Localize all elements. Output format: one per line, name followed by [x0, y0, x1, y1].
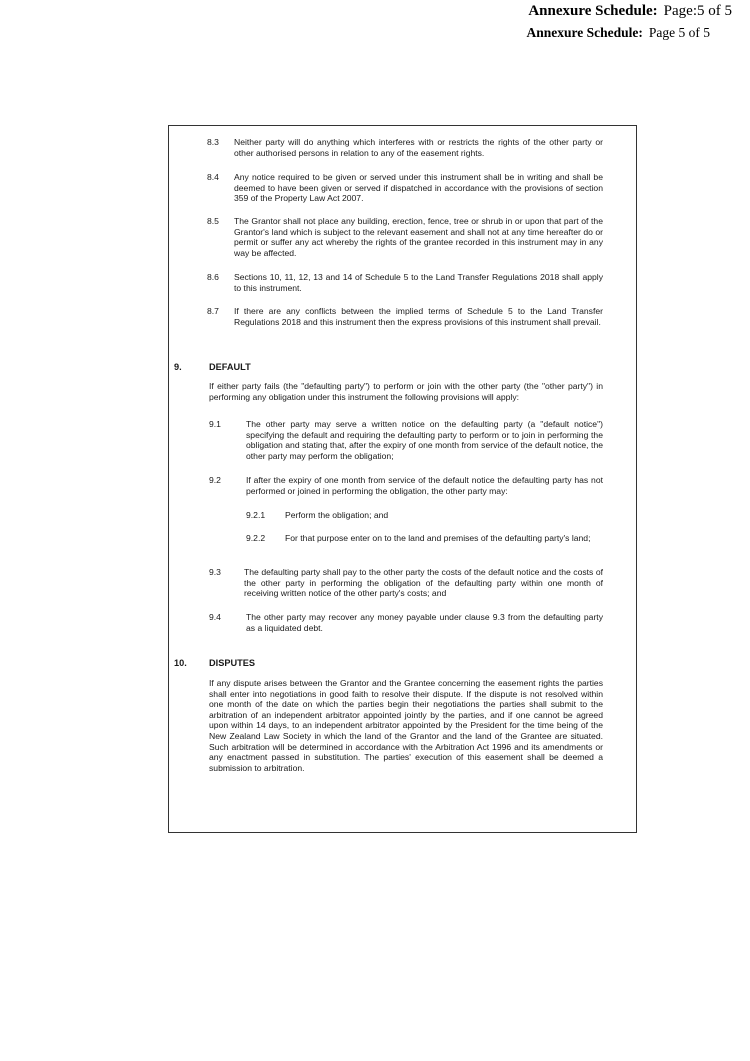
- annexure-schedule-label-secondary: Annexure Schedule:: [526, 25, 643, 40]
- clause-number: 8.7: [207, 306, 219, 316]
- subclause-number: 9.2.1: [246, 510, 266, 520]
- clause-text: If there are any conflicts between the implied terms of Schedule 5 to the Land Transfer Regulations 2018 and this instrument then the express provisions of this instrument shall prevail.: [234, 306, 603, 327]
- section-intro: If either party fails (the "defaulting party") to perform or join with the other party (the "other party") in performing any obligation under this instrument the following provisions will apply:: [209, 381, 603, 402]
- clause-text: The other party may recover any money payable under clause 9.3 from the defaulting party as a liquidated debt.: [246, 612, 603, 633]
- page-header-primary: [528, 3, 732, 20]
- clause-number: 8.5: [207, 216, 219, 226]
- clause-text: Any notice required to be given or served under this instrument shall be in writing and shall be deemed to have been given or served if dispatched in accordance with the provisions of section 359 of the Property Law Act 2007.: [234, 172, 603, 204]
- clause-text: If after the expiry of one month from service of the default notice the defaulting party has not performed or joined in performing the obligation, the other party may:: [246, 475, 603, 496]
- clause-text: The Grantor shall not place any building, erection, fence, tree or shrub in or upon that part of the Grantor's land which is subject to the relevant easement and shall not at any time hereafter do or permit or suffer any act whereby the rights of the grantee recorded in this instrument may in any way be affected.: [234, 216, 603, 258]
- annexure-schedule-label: Annexure Schedule:: [528, 3, 658, 19]
- subclause-text: For that purpose enter on to the land and premises of the defaulting party's land;: [285, 533, 591, 543]
- subclause-number: 9.2.2: [246, 533, 266, 543]
- page-indicator: Page:5 of 5: [663, 3, 732, 19]
- subclause-text: Perform the obligation; and: [285, 510, 389, 520]
- page-header-secondary: [526, 25, 710, 41]
- clause-number: 8.6: [207, 272, 219, 282]
- clause-text: Sections 10, 11, 12, 13 and 14 of Schedule 5 to the Land Transfer Regulations 2018 shall apply to this instrument.: [234, 272, 603, 293]
- section-number: 9.: [174, 362, 182, 372]
- clause-text: The other party may serve a written notice on the defaulting party (a "default notice") specifying the default and requiring the defaulting party to perform or to join in performing the obligation and stating that, after the expiry of one month from service of the default notice, the other party may perform the obligation;: [246, 419, 603, 461]
- clause-number: 9.2: [209, 475, 221, 485]
- clause-number: 8.3: [207, 137, 219, 147]
- page-indicator-secondary: Page 5 of 5: [648, 25, 710, 40]
- clause-text: The defaulting party shall pay to the other party the costs of the default notice and the costs of the other party in performing the obligation of the defaulting party within one month of receiving written notice of the other party's costs; and: [244, 567, 603, 599]
- disputes-paragraph: If any dispute arises between the Grantor and the Grantee concerning the easement rights the parties shall enter into negotiations in good faith to resolve their dispute. If the dispute is not resolved within one month of the date on which the parties begin their negotiations the parties shall submit to the arbitration of an independent arbitrator appointed jointly by the parties, and if one cannot be agreed upon within 14 days, to an independent arbitrator appointed by the President for the time being of the New Zealand Law Society in which the land of the Grantor and the land of the Grantee are situated. Such arbitration will be determined in accordance with the Arbitration Act 1996 and its amendments or any enactment passed in substitution. The parties' execution of this easement shall be deemed a submission to arbitration.: [209, 678, 603, 773]
- section-heading-disputes: DISPUTES: [209, 658, 255, 668]
- clause-number: 9.3: [209, 567, 221, 577]
- clause-number: 8.4: [207, 172, 219, 182]
- clause-number: 9.4: [209, 612, 221, 622]
- section-number: 10.: [174, 658, 187, 668]
- clause-text: Neither party will do anything which interferes with or restricts the rights of the other party or other authorised persons in relation to any of the easement rights.: [234, 137, 603, 158]
- section-heading-default: DEFAULT: [209, 362, 251, 372]
- clause-number: 9.1: [209, 419, 221, 429]
